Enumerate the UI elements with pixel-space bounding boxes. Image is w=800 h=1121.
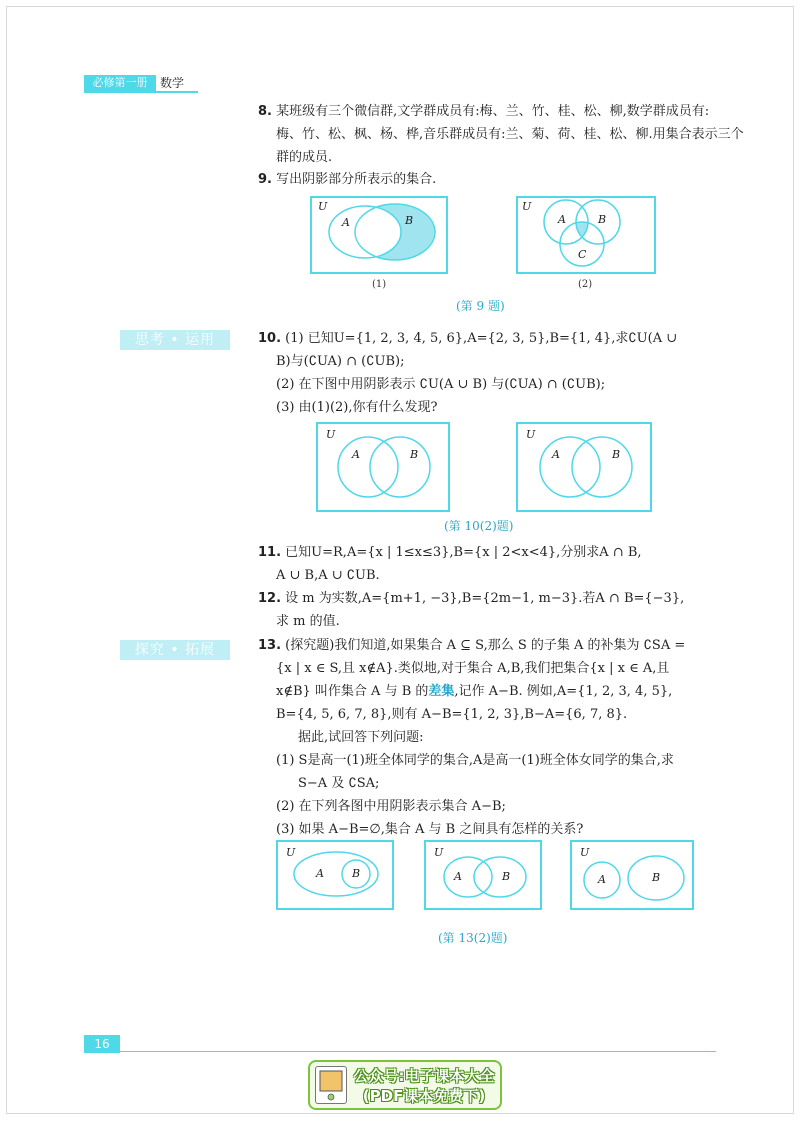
- q9-2-label-C: C: [578, 248, 587, 261]
- q10-2-label-U: U: [526, 428, 536, 441]
- q10-1-label-A: A: [352, 448, 360, 461]
- q9-1-label-A: A: [342, 216, 350, 229]
- q12-line-1: 设 m 为实数,A={m+1, −3},B={2m−1, m−3}.若A ∩ B={−3},: [285, 591, 685, 606]
- q10-1-label-B: B: [410, 448, 419, 461]
- q9-caption: (第 9 题): [456, 299, 505, 313]
- q13-caption: (第 13(2)题): [438, 931, 508, 945]
- q10-venn-2: [516, 422, 652, 512]
- question-9: [258, 168, 720, 191]
- section-explore-left: 探究: [134, 642, 165, 658]
- q13-3-label-A: A: [598, 873, 606, 886]
- q11-number: 11.: [258, 545, 282, 560]
- q13-number: 13.: [258, 638, 282, 653]
- q9-fig2-label: (2): [578, 279, 593, 290]
- question-13: [258, 634, 720, 841]
- section-think-left: 思考: [134, 332, 165, 348]
- q10-2-label-A: A: [552, 448, 560, 461]
- q13-venn-1: [276, 840, 394, 910]
- q13-line-2: {x | x ∈ S,且 x∉A}.类似地,对于集合 A,B,我们把集合{x | x ∈ A,且: [276, 661, 670, 676]
- q13-3-label-U: U: [580, 846, 590, 859]
- q13-1-label-B: B: [352, 867, 361, 880]
- q9-fig1-label: (1): [372, 279, 387, 290]
- q9-2-label-A: A: [558, 213, 566, 226]
- subject-label: 数学: [160, 76, 185, 90]
- q13-1-label-A: A: [316, 867, 324, 880]
- q10-line-2: B)与(∁UA) ∩ (∁UB);: [276, 354, 405, 369]
- q11-line-1: 已知U=R,A={x | 1≤x≤3},B={x | 2<x<4},分别求A ∩ B,: [285, 545, 642, 560]
- q9-number: 9.: [258, 172, 272, 187]
- q13-line-8: (2) 在下列各图中用阴影表示集合 A−B;: [276, 799, 506, 814]
- q10-line-4: (3) 由(1)(2),你有什么发现?: [276, 400, 438, 415]
- section-think-dot: •: [170, 332, 180, 348]
- q13-line-6: (1) S是高一(1)班全体同学的集合,A是高一(1)班全体女同学的集合,求: [276, 753, 674, 768]
- q9-text: 写出阴影部分所表示的集合.: [276, 172, 437, 187]
- q8-line-1: 某班级有三个微信群,文学群成员有:梅、兰、竹、桂、松、柳,数学群成员有:: [276, 104, 710, 119]
- q13-2-label-B: B: [502, 870, 511, 883]
- q9-2-label-B: B: [598, 213, 607, 226]
- q12-line-2: 求 m 的值.: [276, 614, 340, 629]
- book-reader-icon: [315, 1066, 347, 1104]
- q8-line-2: 梅、竹、松、枫、杨、桦,音乐群成员有:兰、菊、荷、桂、松、柳.用集合表示三个: [276, 127, 744, 142]
- book-tag: 必修第一册: [84, 75, 156, 91]
- section-think-apply: [120, 330, 230, 350]
- q10-venn-1: [316, 422, 450, 512]
- q13-2-label-U: U: [434, 846, 444, 859]
- q11-line-2: A ∪ B,A ∪ ∁UB.: [276, 568, 380, 583]
- header-rule: [84, 91, 198, 93]
- q9-venn-1: [310, 196, 448, 274]
- footer-rule: [120, 1051, 716, 1052]
- section-explore-dot: •: [170, 642, 180, 658]
- q13-2-label-A: A: [454, 870, 462, 883]
- q9-2-label-U: U: [522, 200, 532, 213]
- q8-line-3: 群的成员.: [276, 150, 333, 165]
- page-number: 16: [84, 1035, 120, 1053]
- q12-number: 12.: [258, 591, 282, 606]
- q9-venn-2: [516, 196, 656, 274]
- question-11: [258, 541, 720, 587]
- q13-3-label-B: B: [652, 871, 661, 884]
- q13-line-9: (3) 如果 A−B=∅,集合 A 与 B 之间具有怎样的关系?: [276, 822, 584, 837]
- q13-line-5: 据此,试回答下列问题:: [298, 730, 424, 745]
- wechat-badge: [308, 1060, 502, 1110]
- q13-line-4: B={4, 5, 6, 7, 8},则有 A−B={1, 2, 3},B−A={6, 7, 8}.: [276, 707, 628, 722]
- q13-1-label-U: U: [286, 846, 296, 859]
- q10-caption: (第 10(2)题): [444, 519, 514, 533]
- q13-line-3-post: ,记作 A−B. 例如,A={1, 2, 3, 4, 5},: [454, 684, 673, 699]
- section-think-right: 运用: [185, 332, 216, 348]
- q10-1-label-U: U: [326, 428, 336, 441]
- section-explore-extend: [120, 640, 230, 660]
- q13-venn-3: [570, 840, 694, 910]
- q10-line-3: (2) 在下图中用阴影表示 ∁U(A ∪ B) 与(∁UA) ∩ (∁UB);: [276, 377, 606, 392]
- q8-number: 8.: [258, 104, 272, 119]
- badge-line-1: 公众号:电子课本大全: [353, 1067, 495, 1085]
- question-8: [258, 100, 744, 169]
- q10-number: 10.: [258, 331, 282, 346]
- q13-line-3: [258, 680, 720, 703]
- q13-line-7: S−A 及 ∁SA;: [298, 776, 380, 791]
- q9-1-label-B: B: [405, 214, 414, 227]
- q13-line-1: (探究题)我们知道,如果集合 A ⊆ S,那么 S 的子集 A 的补集为 ∁SA =: [285, 638, 686, 653]
- section-explore-right: 拓展: [185, 642, 216, 658]
- question-10: [258, 327, 720, 419]
- q13-line-3-pre: x∉B} 叫作集合 A 与 B 的: [276, 684, 429, 699]
- q10-line-1: (1) 已知U={1, 2, 3, 4, 5, 6},A={2, 3, 5},B={1, 4},求∁U(A ∪: [285, 331, 678, 346]
- q10-2-label-B: B: [612, 448, 621, 461]
- q13-term-difference: 差集: [428, 684, 455, 699]
- q9-1-label-U: U: [318, 200, 328, 213]
- badge-line-2: (PDF课本免费下): [362, 1087, 486, 1105]
- question-12: [258, 587, 720, 633]
- q13-venn-2: [424, 840, 542, 910]
